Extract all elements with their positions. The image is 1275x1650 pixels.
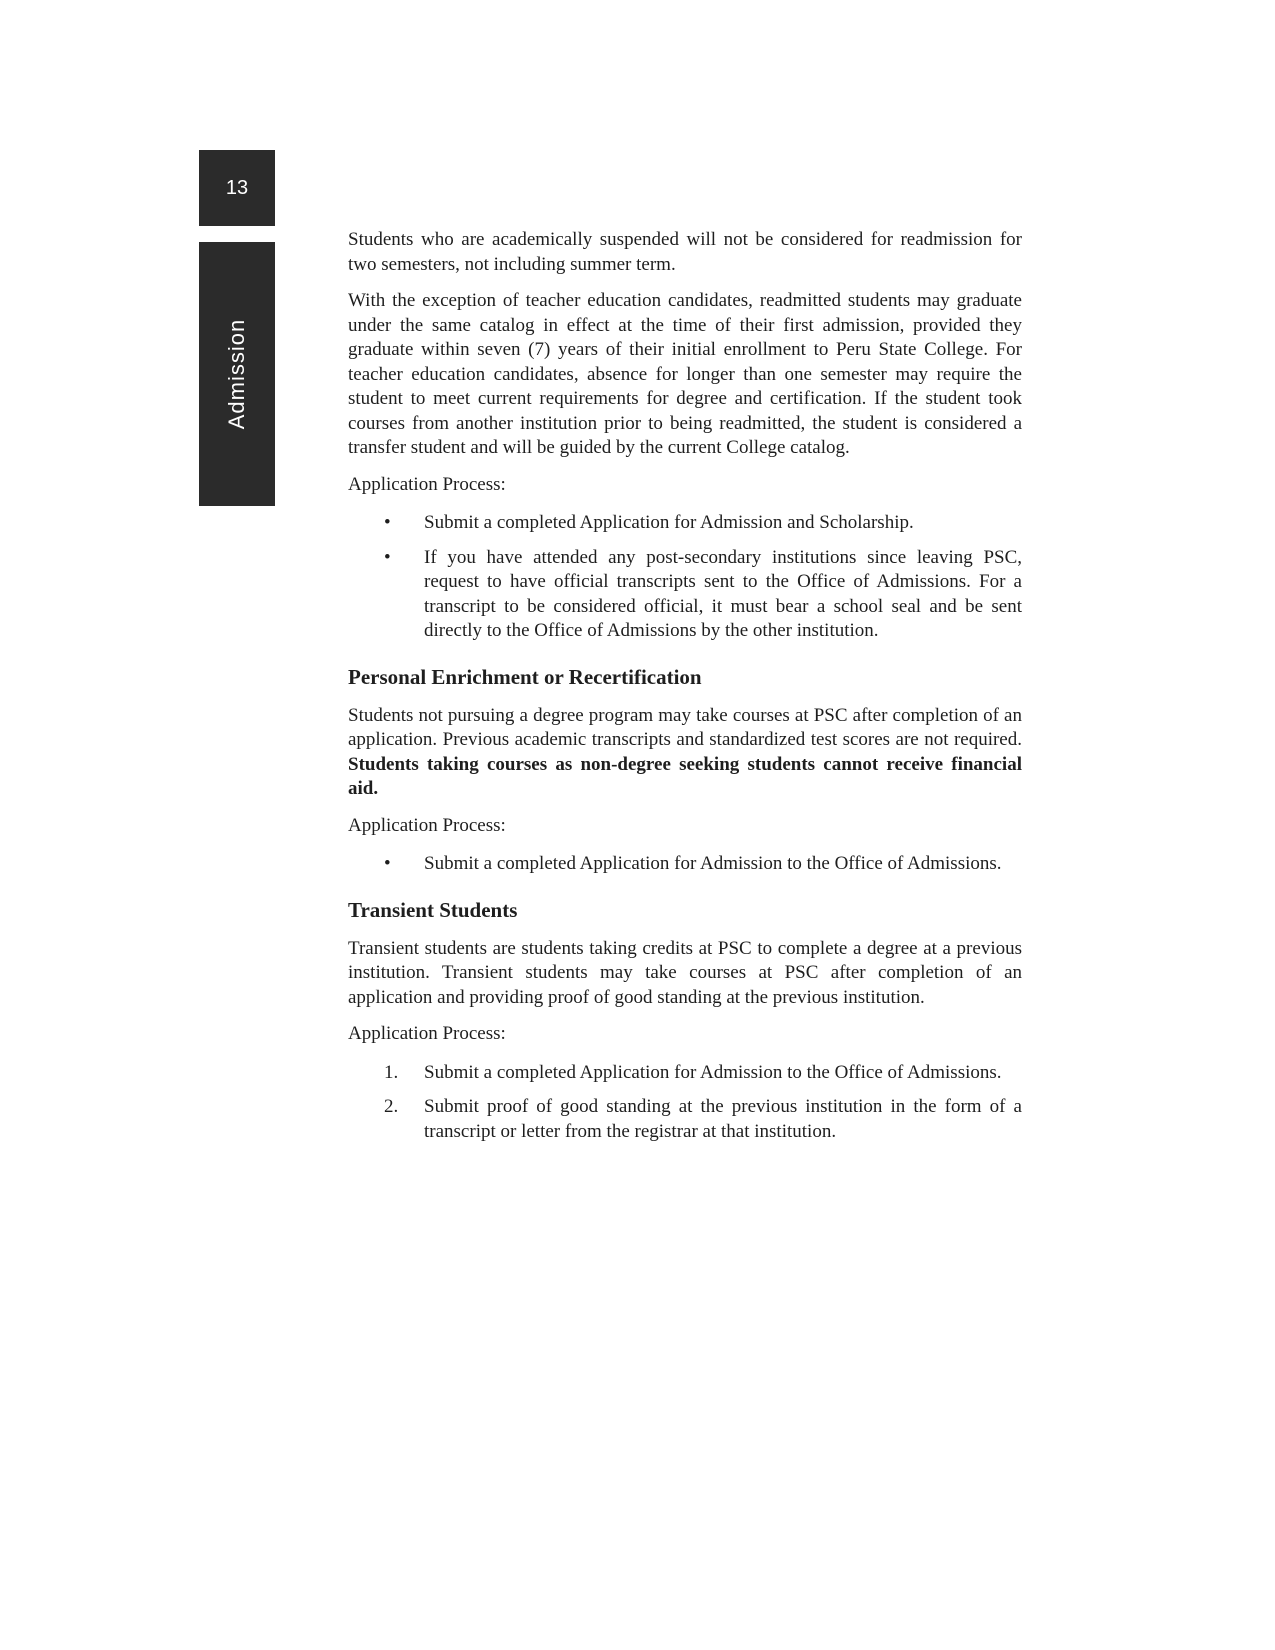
enrichment-heading: Personal Enrichment or Recertification — [348, 664, 702, 689]
list-item — [348, 1095, 1022, 1144]
enrichment-steps — [348, 852, 1022, 877]
transient-steps — [348, 1061, 1022, 1145]
readmission-steps — [348, 511, 1022, 644]
list-item — [348, 511, 1022, 536]
list-item — [348, 852, 1022, 877]
list-number: 2. — [384, 1096, 399, 1117]
section-label: Admission — [224, 318, 250, 430]
list-number: 1. — [384, 1061, 399, 1083]
enrichment-process-label: Application Process: — [348, 814, 506, 836]
transient-heading: Transient Students — [348, 897, 518, 922]
list-item — [348, 1061, 1022, 1086]
list-item-text: If you have attended any post-secondary institutions since leaving PSC, request to have official transcripts sent to the Office of Admissions. For a transcript to be considered official, it must bear a school seal and be sent directly to the Office of Admissions by the other institution. — [424, 546, 1022, 641]
list-item-text: Submit proof of good standing at the previous institution in the form of a transcript or letter from the registrar at that institution. — [424, 1096, 1022, 1142]
list-item-text: Submit a completed Application for Admission to the Office of Admissions. — [424, 1061, 1002, 1083]
page-number-tab — [199, 150, 275, 226]
readmission-paragraph-2: With the exception of teacher education candidates, readmitted students may graduate under the same catalog in effect at the time of their first admission, provided they graduate within seven (7) years of their initial enrollment to Peru State College. For teacher education candidates, absence for longer than one semester may require the student to meet current requirements for degree and certification. If the student took courses from another institution prior to being readmitted, the student is considered a transfer student and will be guided by the current College catalog. — [348, 290, 1022, 458]
transient-process-label: Application Process: — [348, 1023, 506, 1044]
list-item-text: Submit a completed Application for Admission and Scholarship. — [424, 512, 914, 533]
list-item-text: Submit a completed Application for Admission to the Office of Admissions. — [424, 853, 1002, 874]
enrichment-text: Students not pursuing a degree program may take courses at PSC after completion of an application. Previous academic transcripts and standardized test scores are not required. — [348, 704, 1022, 750]
enrichment-bold-text: Students taking courses as non-degree seeking students cannot receive financial aid. — [348, 753, 1022, 799]
list-item — [348, 546, 1022, 644]
transient-paragraph: Transient students are students taking credits at PSC to complete a degree at a previous institution. Transient students may take courses at PSC after completion of an application and providing proof of good standing at the previous institution. — [348, 937, 1022, 1008]
bullet-icon: • — [384, 853, 391, 874]
bullet-icon: • — [384, 546, 391, 568]
enrichment-paragraph — [348, 704, 1022, 802]
readmission-paragraph-1: Students who are academically suspended will not be considered for readmission for two semesters, not including summer term. — [348, 229, 1022, 275]
readmission-process-label: Application Process: — [348, 473, 506, 495]
section-tab — [199, 242, 275, 506]
page-content — [348, 228, 1022, 1158]
bullet-icon: • — [384, 512, 391, 533]
page-number: 13 — [225, 176, 249, 199]
